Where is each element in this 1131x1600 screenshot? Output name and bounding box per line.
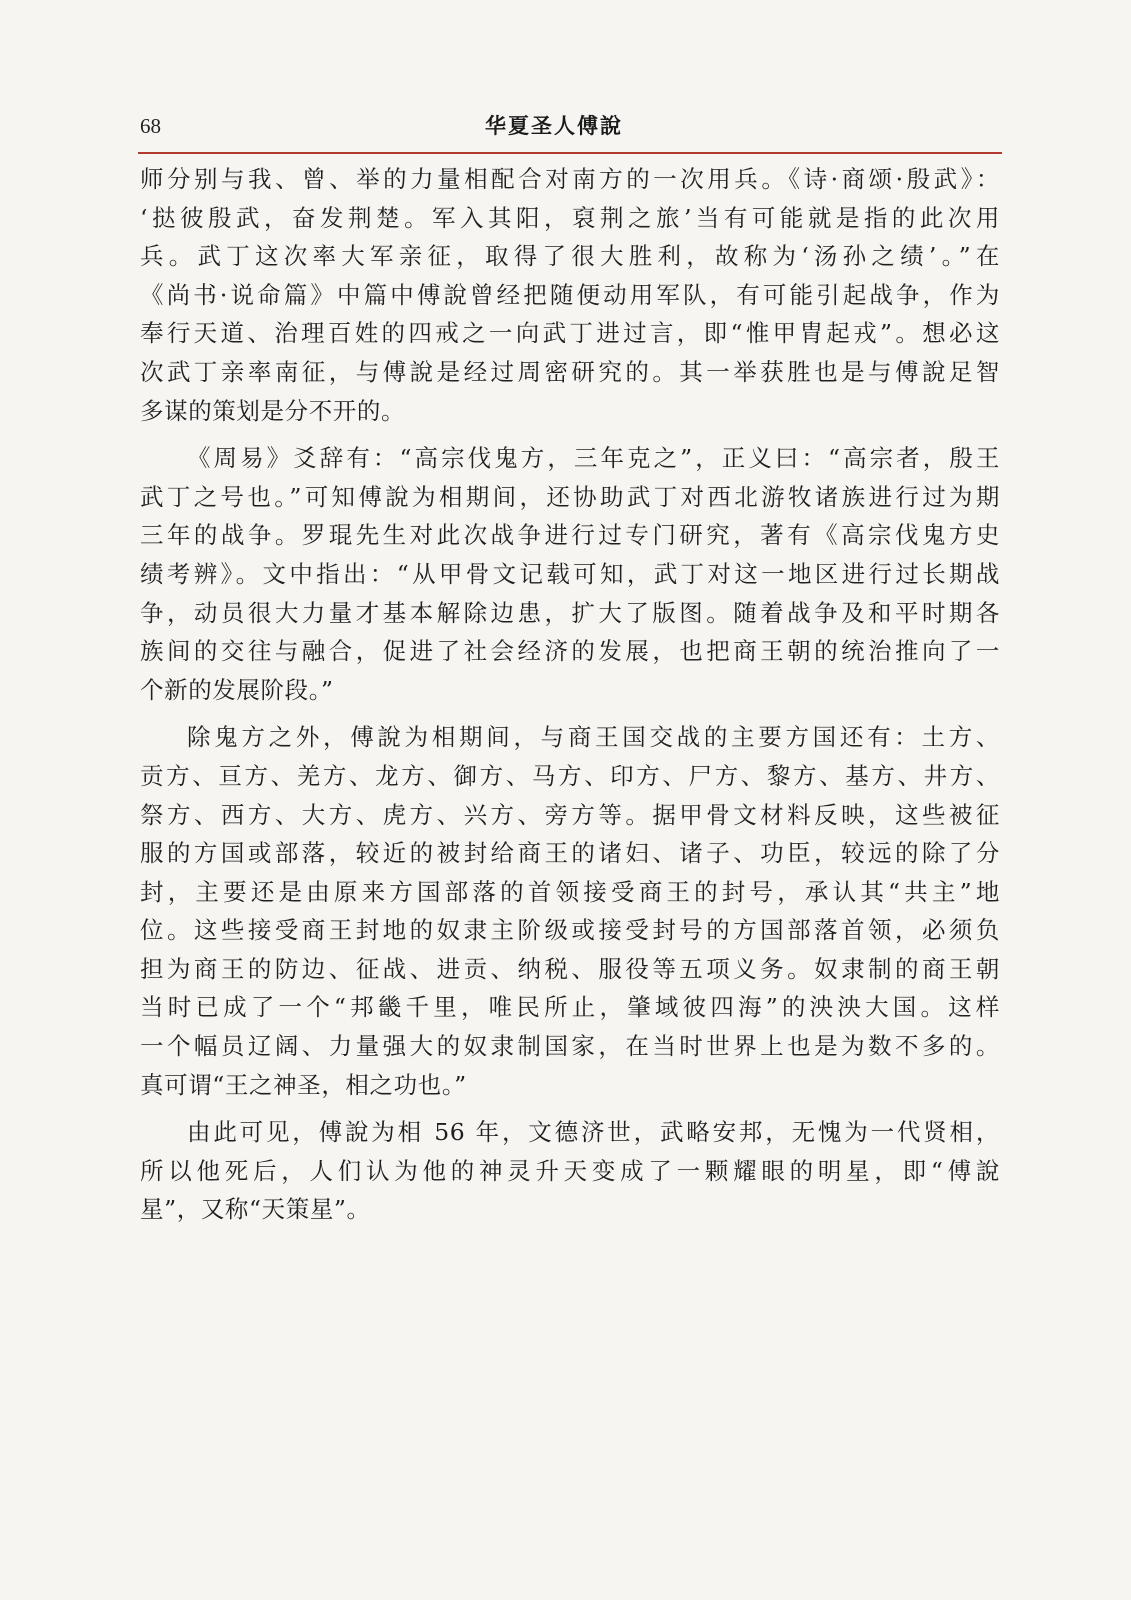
text-line: 争，动员很大力量才基本解除边患，扩大了版图。随着战争及和平时期各 — [140, 598, 1000, 627]
text-line: 当时已成了一个“邦畿千里，唯民所止，肇域彼四海”的泱泱大国。这样 — [140, 993, 1000, 1022]
running-title: 华夏圣人傅說 — [485, 114, 623, 138]
page-header — [140, 108, 1000, 148]
page-number: 68 — [140, 114, 161, 138]
text-line: 师分别与我、曾、举的力量相配合对南方的一次用兵。《诗·商颂·殷武》： — [140, 165, 1000, 193]
text-line: 多谋的策划是分不开的。 — [140, 396, 406, 425]
text-line: 三年的战争。罗琨先生对此次战争进行过专门研究，著有《高宗伐鬼方史 — [140, 521, 1000, 550]
text-line: 星”，又称“天策星”。 — [140, 1195, 371, 1224]
text-line: 除鬼方之外，傅說为相期间，与商王国交战的主要方国还有：土方、 — [187, 723, 1000, 752]
text-line: 武丁之号也。”可知傅說为相期间，还协助武丁对西北游牧诸族进行过为期 — [140, 482, 1000, 511]
text-line: 服的方国或部落，较近的被封给商王的诸妇、诸子、功臣，较远的除了分 — [140, 839, 1000, 868]
body-text — [140, 160, 1000, 1229]
text-line: 担为商王的防边、征战、进贡、纳税、服役等五项义务。奴隶制的商王朝 — [140, 954, 1000, 983]
text-line: ‘挞彼殷武，奋发荆楚。军入其阳，裒荆之旅’当有可能就是指的此次用 — [140, 203, 1000, 232]
text-line: 所以他死后，人们认为他的神灵升天变成了一颗耀眼的明星，即“傅說 — [140, 1156, 1000, 1185]
text-line: 兵。武丁这次率大军亲征，取得了很大胜利，故称为‘汤孙之绩’。”在 — [140, 242, 1000, 271]
text-line: 由此可见，傅說为相 56 年，文德济世，武略安邦，无愧为一代贤相， — [187, 1118, 1000, 1147]
text-line: 一个幅员辽阔、力量强大的奴隶制国家，在当时世界上也是为数不多的。 — [140, 1032, 1000, 1061]
text-line: 《周易》爻辞有：“高宗伐鬼方，三年克之”，正义曰：“高宗者，殷王 — [187, 444, 1000, 473]
text-line: 次武丁亲率南征，与傅說是经过周密研究的。其一举获胜也是与傅說足智 — [140, 357, 1000, 386]
text-line: 《尚书·说命篇》中篇中傅說曾经把随便动用军队，有可能引起战争，作为 — [140, 280, 1000, 309]
text-line: 绩考辨》。文中指出：“从甲骨文记载可知，武丁对这一地区进行过长期战 — [140, 559, 1000, 588]
text-line: 祭方、西方、大方、虎方、兴方、旁方等。据甲骨文材料反映，这些被征 — [140, 800, 1000, 829]
text-line: 真可谓“王之神圣，相之功也。” — [140, 1070, 467, 1099]
text-line: 奉行天道、治理百姓的四戒之一向武丁进过言，即“惟甲胄起戎”。想必这 — [140, 319, 1000, 348]
header-rule — [138, 152, 1002, 154]
text-line: 封，主要还是由原来方国部落的首领接受商王的封号，承认其“共主”地 — [140, 877, 1000, 906]
text-line: 贡方、亘方、羌方、龙方、御方、马方、印方、尸方、黎方、基方、井方、 — [140, 761, 1000, 790]
text-line: 位。这些接受商王封地的奴隶主阶级或接受封号的方国部落首领，必须负 — [140, 916, 1000, 945]
text-line: 个新的发展阶段。” — [140, 675, 334, 704]
text-line: 族间的交往与融合，促进了社会经济的发展，也把商王朝的统治推向了一 — [140, 637, 1000, 666]
